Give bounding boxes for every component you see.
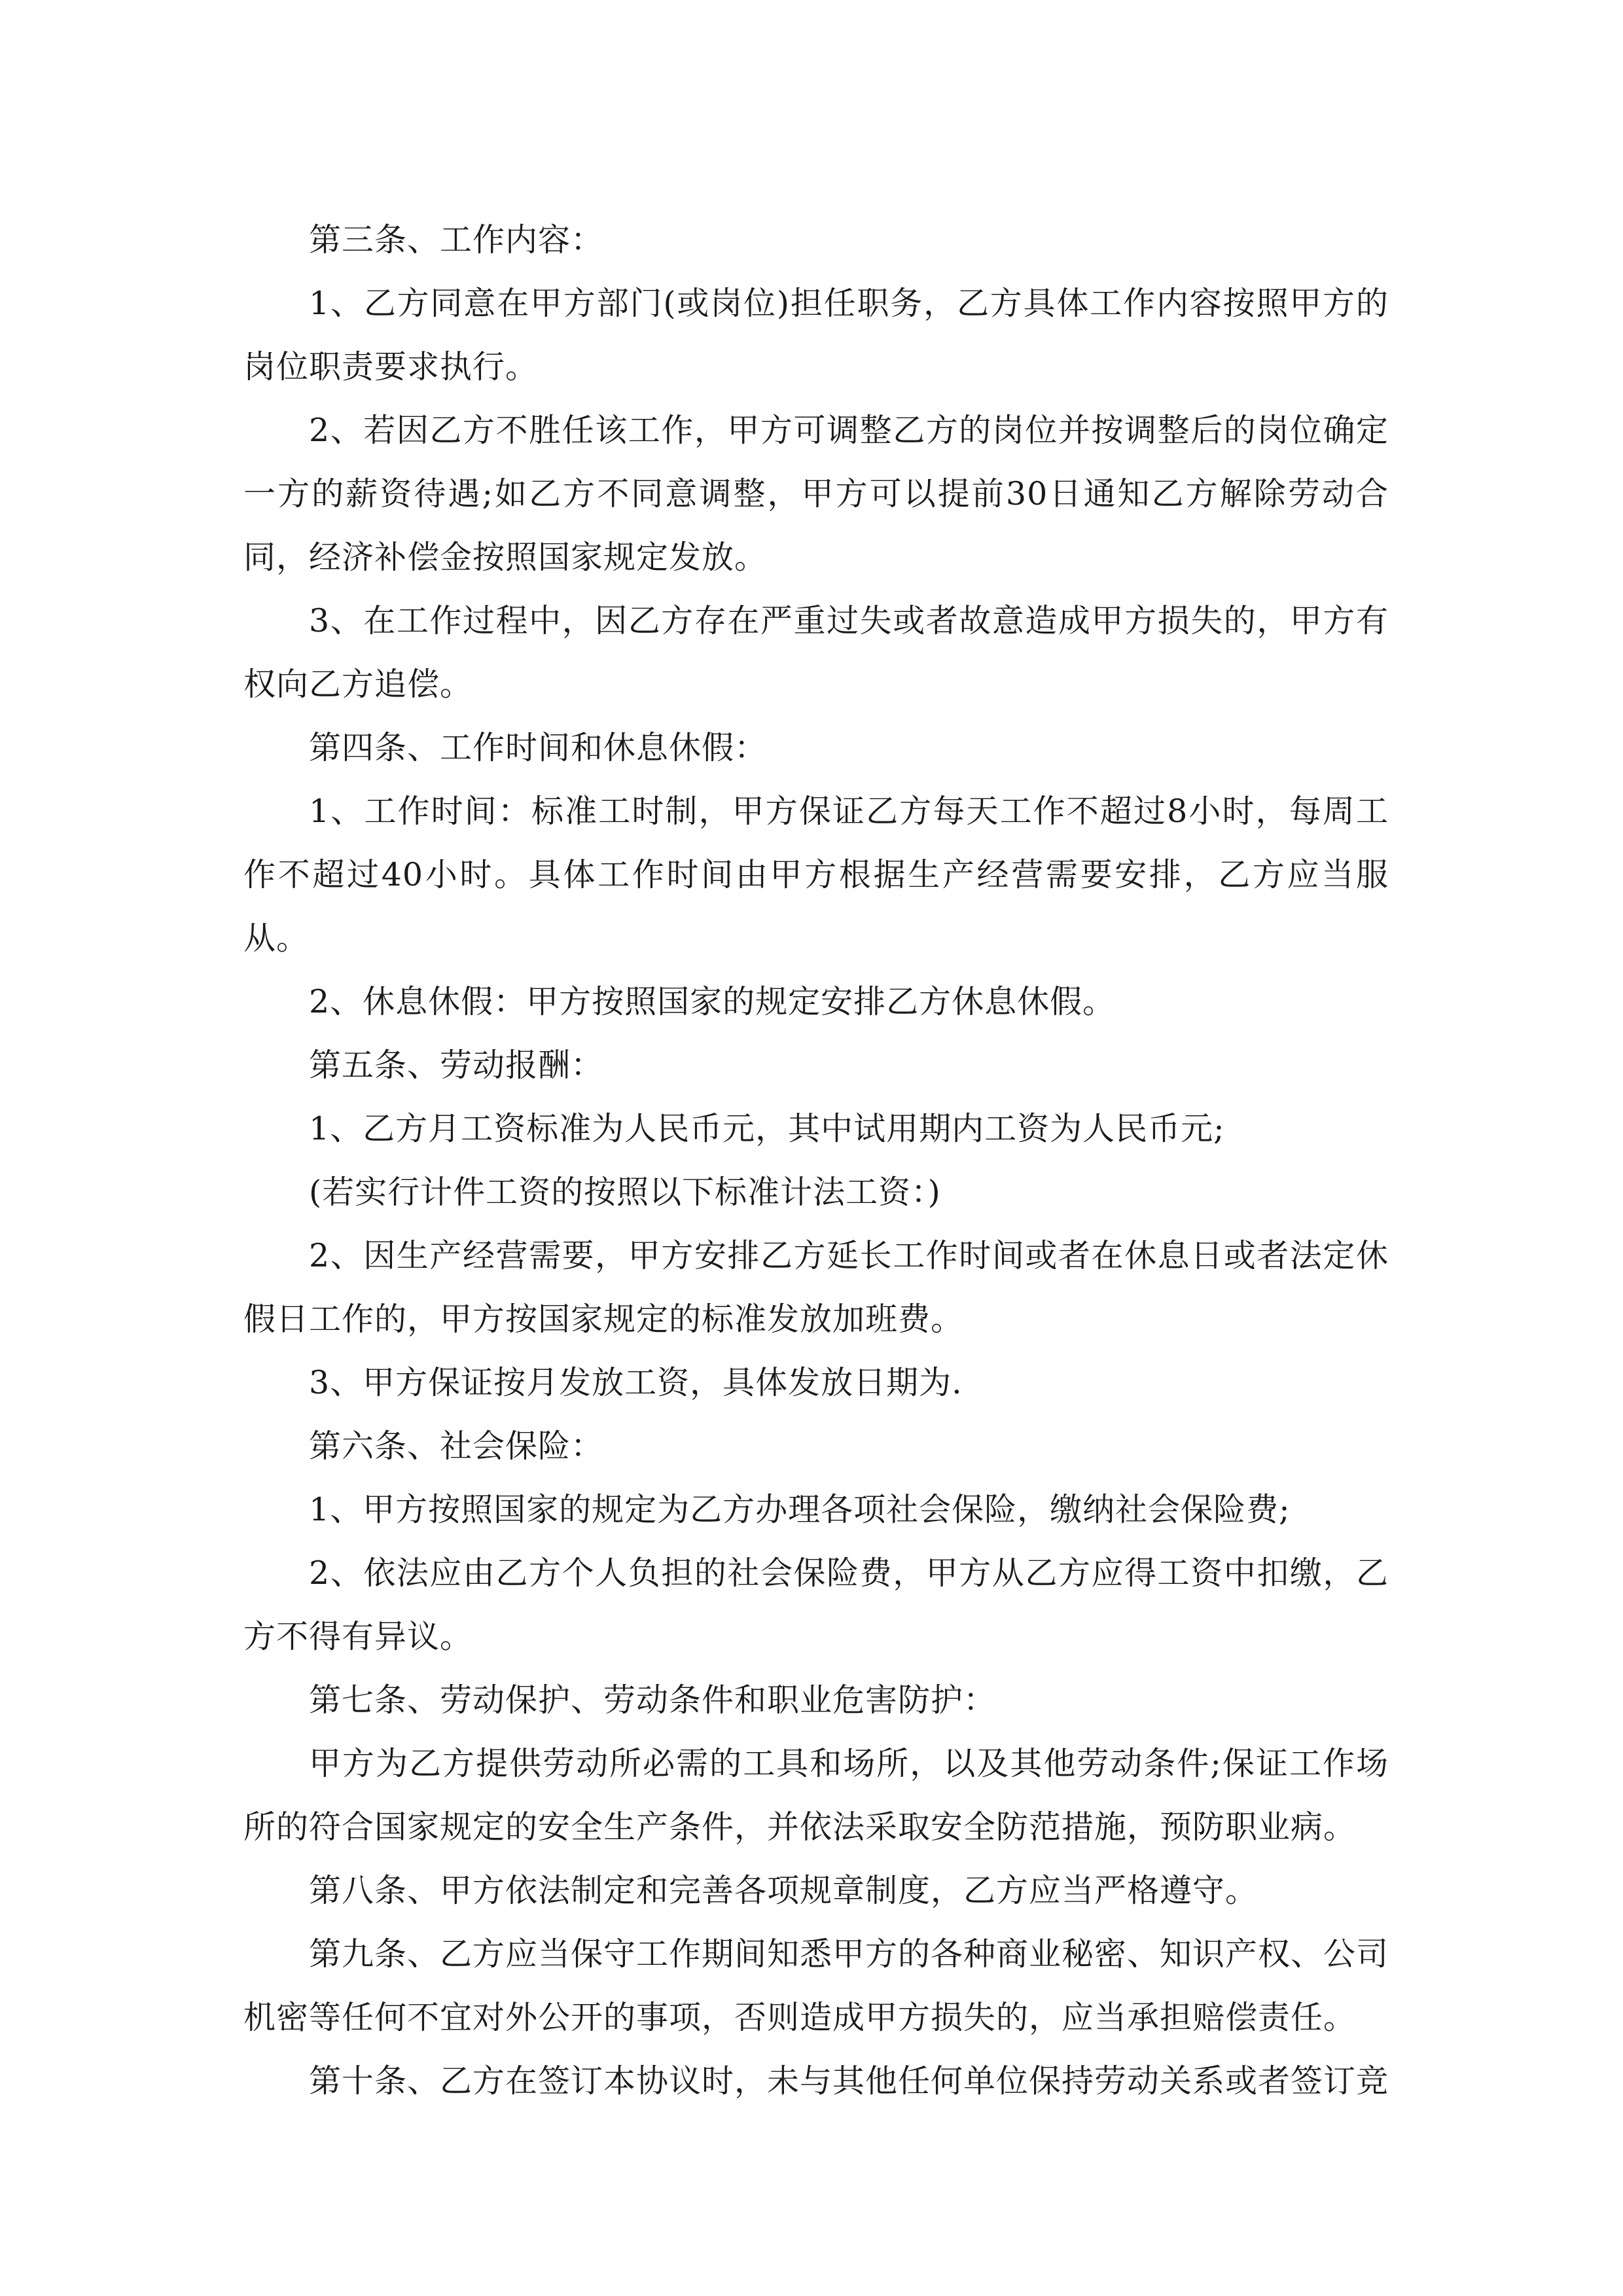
article-9: 第九条、乙方应当保守工作期间知悉甲方的各种商业秘密、知识产权、公司机密等任何不宜对外公开的事项，否则造成甲方损失的，应当承担赔偿责任。 (243, 1935, 1389, 2036)
article-8: 第八条、甲方依法制定和完善各项规章制度，乙方应当严格遵守。 (309, 1872, 1258, 1909)
article-7-body: 甲方为乙方提供劳动所必需的工具和场所，以及其他劳动条件;保证工作场所的符合国家规定的安全生产条件，并依法采取安全防范措施，预防职业病。 (243, 1745, 1389, 1846)
article-5-heading: 第五条、劳动报酬： (309, 1047, 604, 1084)
article-5-clause-1: 1、乙方月工资标准为人民币元，其中试用期内工资为人民币元; (309, 1110, 1225, 1147)
article-7-heading: 第七条、劳动保护、劳动条件和职业危害防护： (309, 1681, 997, 1719)
article-3-clause-2: 2、若因乙方不胜任该工作，甲方可调整乙方的岗位并按调整后的岗位确定一方的薪资待遇;如乙方不同意调整，甲方可以提前30日通知乙方解除劳动合同，经济补偿金按照国家规定发放。 (243, 412, 1389, 576)
article-6-clause-2: 2、依法应由乙方个人负担的社会保险费，甲方从乙方应得工资中扣缴，乙方不得有异议。 (243, 1554, 1389, 1655)
document-body (243, 208, 1389, 2113)
article-6-clause-1: 1、甲方按照国家的规定为乙方办理各项社会保险，缴纳社会保险费; (309, 1491, 1291, 1528)
article-4-heading: 第四条、工作时间和休息休假： (309, 729, 768, 766)
article-5-clause-3: 3、甲方保证按月发放工资，具体发放日期为. (309, 1364, 963, 1401)
article-3-clause-1: 1、乙方同意在甲方部门(或岗位)担任职务，乙方具体工作内容按照甲方的岗位职责要求执行。 (243, 285, 1389, 386)
article-4-clause-2: 2、休息休假：甲方按照国家的规定安排乙方休息休假。 (309, 983, 1116, 1020)
article-3-heading: 第三条、工作内容： (309, 221, 604, 259)
article-4-clause-1: 1、工作时间：标准工时制，甲方保证乙方每天工作不超过8小时，每周工作不超过40小时。具体工作时间由甲方根据生产经营需要安排，乙方应当服从。 (243, 793, 1389, 957)
article-5-note: (若实行计件工资的按照以下标准计法工资：) (309, 1174, 941, 1211)
article-6-heading: 第六条、社会保险： (309, 1427, 604, 1465)
article-5-clause-2: 2、因生产经营需要，甲方安排乙方延长工作时间或者在休息日或者法定休假日工作的，甲方按国家规定的标准发放加班费。 (243, 1237, 1389, 1338)
article-10: 第十条、乙方在签订本协议时，未与其他任何单位保持劳动关系或者签订竞 (309, 2062, 1389, 2100)
article-3-clause-3: 3、在工作过程中，因乙方存在严重过失或者故意造成甲方损失的，甲方有权向乙方追偿。 (243, 602, 1389, 703)
